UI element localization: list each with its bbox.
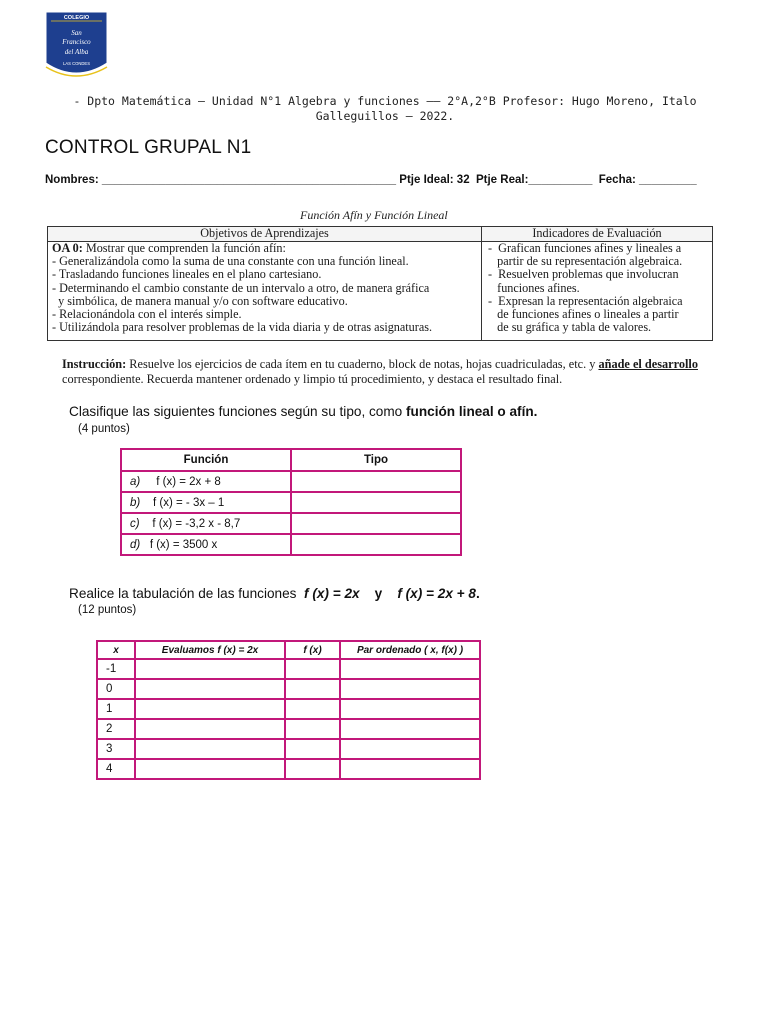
logo-bottom-text: LAS CONDES (63, 61, 90, 66)
table-row (97, 659, 480, 679)
oa-title: Mostrar que comprenden la función afín: (82, 241, 286, 255)
question-2-text (69, 586, 480, 601)
logo-name-3: del Alba (64, 48, 89, 56)
table-row (121, 492, 461, 513)
q2-prefix: Realice la tabulación de las funciones (69, 586, 305, 601)
indicator-item: funciones afines. (488, 280, 580, 295)
nombres-label: Nombres: (45, 174, 102, 186)
table-row (97, 759, 480, 779)
fx-cell[interactable] (285, 699, 340, 719)
q2-connector: y (359, 586, 398, 601)
eval-cell[interactable] (135, 679, 285, 699)
row-function: f (x) = - 3x – 1 (153, 496, 225, 509)
student-info-row (45, 174, 697, 186)
pair-cell[interactable] (340, 739, 480, 759)
eval-cell[interactable] (135, 699, 285, 719)
row-letter: b) (130, 496, 141, 509)
instruction-text-2: correspondiente. Recuerda mantener ordenado y limpio tú procedimiento, y destaca el resultado final. (62, 372, 563, 386)
indicator-item: - Expresan la representación algebraica (488, 293, 683, 308)
instruction-emphasis: añade el desarrollo (598, 357, 698, 371)
fx-cell[interactable] (285, 659, 340, 679)
question-1-points: (4 puntos) (78, 423, 130, 435)
fecha-label: Fecha: (592, 174, 640, 186)
answer-cell[interactable] (291, 513, 461, 534)
x-value: 4 (97, 759, 135, 779)
pair-cell[interactable] (340, 719, 480, 739)
q2-fn2: f (x) = 2x + 8 (397, 586, 476, 601)
row-letter: a) (130, 475, 141, 488)
instruction-text-1: Resuelve los ejercicios de cada ítem en tu cuaderno, block de notas, hojas cuadriculadas, etc. y (126, 357, 599, 371)
table-row (121, 534, 461, 555)
indicator-item: de su gráfica y tabla de valores. (488, 320, 652, 335)
indicator-item: partir de su representación algebraica. (488, 254, 683, 269)
table-row (121, 471, 461, 492)
indicators-cell (482, 242, 713, 341)
eval-cell[interactable] (135, 659, 285, 679)
answer-cell[interactable] (291, 534, 461, 555)
eval-cell[interactable] (135, 719, 285, 739)
fecha-field[interactable]: _________ (639, 174, 697, 186)
row-function: f (x) = 2x + 8 (156, 475, 221, 488)
row-letter: d) (130, 538, 141, 551)
table-row (97, 699, 480, 719)
eval-cell[interactable] (135, 759, 285, 779)
header-line: - Dpto Matemática – Unidad N°1 Algebra y funciones –– 2°A,2°B Profesor: Hugo Moreno, Italo Galleguillos – 2022. (73, 94, 697, 123)
x-value: 1 (97, 699, 135, 719)
indicator-item: - Grafican funciones afines y lineales a (488, 241, 682, 255)
oa-item: - Trasladando funciones lineales en el plano cartesiano. (52, 267, 322, 282)
logo-top-text: COLEGIO (63, 15, 90, 21)
tabulation-table (96, 640, 481, 780)
q1-prefix: Clasifique las siguientes funciones según su tipo, como (69, 404, 407, 419)
oa-item: - Generalizándola como la suma de una constante con una función lineal. (52, 254, 409, 269)
header-x: x (97, 641, 135, 659)
fx-cell[interactable] (285, 759, 340, 779)
header-tipo: Tipo (291, 449, 461, 471)
oa-item: - Relacionándola con el interés simple. (52, 307, 242, 322)
indicator-item: de funciones afines o lineales a partir (488, 307, 679, 322)
row-function: f (x) = 3500 x (149, 538, 218, 551)
classification-table (120, 448, 462, 556)
objectives-header: Objetivos de Aprendizajes (48, 227, 482, 242)
q2-end: . (475, 586, 480, 601)
oa-code: OA 0: (52, 241, 83, 255)
objectives-caption: Función Afín y Función Lineal (300, 208, 448, 222)
instruction-label: Instrucción: (62, 357, 127, 371)
objectives-table (47, 226, 713, 341)
pair-cell[interactable] (340, 699, 480, 719)
fx-cell[interactable] (285, 719, 340, 739)
table-row (97, 679, 480, 699)
header-funcion: Función (121, 449, 291, 471)
page-title: CONTROL GRUPAL N1 (45, 137, 252, 158)
logo-name-1: San (71, 29, 82, 37)
x-value: -1 (97, 659, 135, 679)
header-fx: f (x) (285, 641, 340, 659)
table-row (121, 513, 461, 534)
row-letter: c) (130, 517, 140, 530)
answer-cell[interactable] (291, 471, 461, 492)
logo-name-2: Francisco (62, 38, 91, 46)
fx-cell[interactable] (285, 679, 340, 699)
answer-cell[interactable] (291, 492, 461, 513)
table-row (97, 719, 480, 739)
indicator-item: - Resuelven problemas que involucran (488, 267, 679, 282)
q1-bold: función lineal o afín. (406, 404, 538, 419)
eval-cell[interactable] (135, 739, 285, 759)
oa-item: - Utilizándola para resolver problemas de la vida diaria y de otras asignaturas. (52, 320, 433, 335)
instructions-paragraph (62, 357, 722, 387)
x-value: 0 (97, 679, 135, 699)
x-value: 3 (97, 739, 135, 759)
objectives-cell (48, 242, 482, 341)
oa-item: - Determinando el cambio constante de un intervalo a otro, de manera gráfica (52, 280, 430, 295)
pair-cell[interactable] (340, 759, 480, 779)
school-logo (45, 11, 108, 79)
table-row (97, 739, 480, 759)
oa-item: y simbólica, de manera manual y/o con software educativo. (52, 293, 348, 308)
header-evaluamos: Evaluamos f (x) = 2x (135, 641, 285, 659)
fx-cell[interactable] (285, 739, 340, 759)
q2-fn1: f (x) = 2x (304, 586, 360, 601)
nombres-field[interactable]: ______________________________________________ (101, 174, 397, 186)
question-1-text (69, 404, 537, 419)
ptje-label: Ptje Ideal: 32 Ptje Real: (396, 174, 529, 186)
row-function: f (x) = -3,2 x - 8,7 (152, 517, 241, 530)
question-2-points: (12 puntos) (78, 604, 137, 616)
indicators-header: Indicadores de Evaluación (482, 227, 713, 242)
ptje-real-field[interactable]: __________ (528, 174, 593, 186)
pair-cell[interactable] (340, 679, 480, 699)
header-par-ordenado: Par ordenado ( x, f(x) ) (340, 641, 480, 659)
pair-cell[interactable] (340, 659, 480, 679)
x-value: 2 (97, 719, 135, 739)
